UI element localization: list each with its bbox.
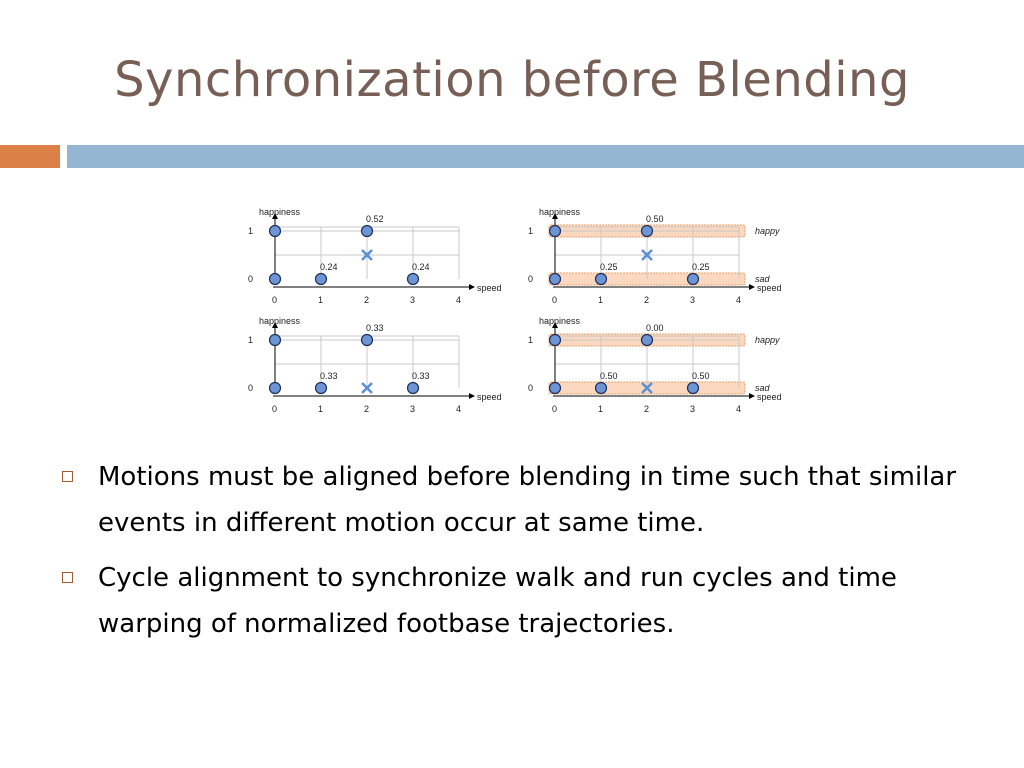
y-tick-label: 1 [248,335,254,345]
plots-svg [235,200,795,435]
bullet-item [62,555,982,647]
x-axis-arrow-icon [469,393,475,399]
y-tick-label: 0 [248,274,254,284]
x-tick-label: 3 [410,295,416,305]
data-point [550,274,561,285]
x-axis-arrow-icon [749,284,755,290]
data-point-label: 0.52 [366,214,384,224]
bullet-square-icon [62,471,73,482]
x-tick-label: 3 [690,404,696,414]
x-tick-label: 4 [736,295,742,305]
x-tick-label: 4 [456,404,462,414]
data-point [270,383,281,394]
data-point [408,383,419,394]
data-point-label: 0.25 [692,262,710,272]
x-tick-label: 0 [272,404,278,414]
y-axis-label: happiness [259,316,301,326]
x-tick-label: 1 [318,295,324,305]
x-axis-label: speed [757,283,782,293]
data-point [688,383,699,394]
data-point-label: 0.50 [692,371,710,381]
x-axis-label: speed [757,392,782,402]
data-point [362,335,373,346]
plot-2 [549,213,755,290]
data-point-label: 0.00 [646,323,664,333]
bullet-list [62,454,982,656]
data-point-label: 0.50 [646,214,664,224]
data-point [270,274,281,285]
data-point [550,335,561,346]
y-axis-label: happiness [259,207,301,217]
bullet-item [62,454,982,546]
data-point [688,274,699,285]
y-tick-label: 1 [528,335,534,345]
x-tick-label: 0 [552,404,558,414]
x-axis-label: speed [477,283,502,293]
data-point [642,226,653,237]
bullet-text: Cycle alignment to synchronize walk and run cycles and time warping of normalized footbase trajectories. [98,563,897,639]
data-point [270,226,281,237]
data-point [316,274,327,285]
x-axis-arrow-icon [749,393,755,399]
y-tick-label: 0 [528,383,534,393]
data-point-label: 0.24 [412,262,430,272]
x-tick-label: 1 [598,295,604,305]
y-tick-label: 0 [528,274,534,284]
data-point-label: 0.50 [600,371,618,381]
data-point [316,383,327,394]
x-tick-label: 4 [456,295,462,305]
x-tick-label: 2 [364,404,370,414]
data-point [642,335,653,346]
y-axis-label: happiness [539,316,581,326]
data-point-label: 0.33 [320,371,338,381]
data-point-label: 0.25 [600,262,618,272]
data-point [270,335,281,346]
x-tick-label: 0 [272,295,278,305]
x-tick-label: 1 [318,404,324,414]
band-label: happy [755,335,780,345]
data-point-label: 0.24 [320,262,338,272]
data-point [550,383,561,394]
plot-1 [270,213,476,290]
bullet-text: Motions must be aligned before blending in time such that similar events in different motion occur at same time. [98,462,957,538]
data-point-label: 0.33 [412,371,430,381]
y-tick-label: 1 [248,226,254,236]
data-point-label: 0.33 [366,323,384,333]
x-tick-label: 2 [644,404,650,414]
bullet-square-icon [62,572,73,583]
accent-bar-blue [67,145,1024,168]
data-point [362,226,373,237]
x-axis-label: speed [477,392,502,402]
band-label: sad [755,274,770,284]
band-label: sad [755,383,770,393]
x-axis-arrow-icon [469,284,475,290]
blend-plots-figure [235,200,795,435]
x-tick-label: 4 [736,404,742,414]
x-tick-label: 3 [690,295,696,305]
y-axis-label: happiness [539,207,581,217]
accent-bar-orange [0,145,60,168]
data-point [550,226,561,237]
data-point [408,274,419,285]
y-tick-label: 0 [248,383,254,393]
x-tick-label: 3 [410,404,416,414]
data-point [596,274,607,285]
y-tick-label: 1 [528,226,534,236]
band-label: happy [755,226,780,236]
x-tick-label: 2 [364,295,370,305]
slide-title: Synchronization before Blending [114,52,910,108]
x-tick-label: 0 [552,295,558,305]
plot-3 [270,322,476,399]
x-tick-label: 2 [644,295,650,305]
plot-4 [549,322,755,399]
x-tick-label: 1 [598,404,604,414]
data-point [596,383,607,394]
